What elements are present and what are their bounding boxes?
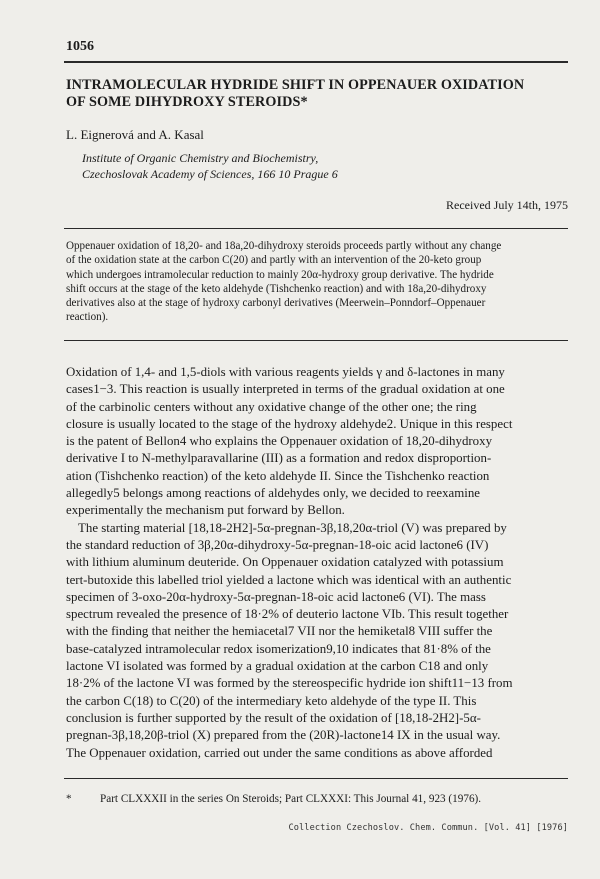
body-line: lactone VI isolated was formed by a gradual oxidation at the carbon C18 and only: [66, 659, 489, 674]
body-line: with the finding that neither the hemiacetal7 VII nor the hemiketal8 VIII suffer the: [66, 624, 493, 639]
title-line-2: OF SOME DIHYDROXY STEROIDS*: [66, 94, 308, 110]
footnote: [66, 793, 481, 805]
abstract-line: Oppenauer oxidation of 18,20- and 18a,20-dihydroxy steroids proceeds partly without any change: [66, 240, 502, 252]
body-line: the carbon C(18) to C(20) of the intermediary keto aldehyde of the type II. This: [66, 693, 477, 708]
body-line: ation (Tishchenko reaction) of the keto aldehyde II. Since the Tishchenko reaction: [66, 468, 490, 483]
authors: L. Eignerová and A. Kasal: [66, 127, 204, 142]
abstract-line: shift occurs at the stage of the keto aldehyde (Tishchenko reaction) and with 18a,20-dihydroxy: [66, 282, 487, 295]
body-line: The Oppenauer oxidation, carried out under the same conditions as above afforded: [66, 745, 493, 760]
affiliation-line-1: Institute of Organic Chemistry and Biochemistry,: [82, 151, 319, 165]
body-line: cases1−3. This reaction is usually interpreted in terms of the gradual oxidation at one: [66, 382, 505, 397]
body-line: derivative I to N-methylparavallarine (III) as a formation and redox disproportion-: [66, 451, 492, 466]
abstract: [66, 239, 566, 325]
body-line: allegedly5 belongs among reactions of aldehydes only, we decided to reexamine: [66, 486, 481, 501]
abstract-line: derivatives also at the stage of hydroxy carbonyl derivatives (Meerwein–Ponndorf–Oppenauer: [66, 297, 486, 310]
body-line: specimen of 3-oxo-20α-hydroxy-5α-pregnan-18-oic acid lactone6 (VI). The mass: [66, 589, 486, 604]
footnote-mark: *: [66, 793, 72, 805]
body-text: [66, 364, 568, 762]
page-number: 1056: [66, 39, 94, 54]
affiliation-line-2: Czechoslovak Academy of Sciences, 166 10 Prague 6: [82, 167, 338, 181]
body-line: Oxidation of 1,4- and 1,5-diols with various reagents yields γ and δ-lactones in many: [66, 365, 505, 379]
body-line: closure is usually located to the stage of the hydroxy aldehyde2. Unique in this respect: [66, 416, 513, 431]
paper-title: [66, 77, 566, 111]
body-line: tert-butoxide this labelled triol yielded a lactone which was identical with an authentic: [66, 572, 512, 587]
abstract-top-rule: [64, 228, 568, 229]
abstract-line: reaction).: [66, 311, 109, 324]
body-line: base-catalyzed intramolecular redox isomerization9,10 indicates that 81·8% of the: [66, 641, 491, 656]
body-line: is the patent of Bellon4 who explains the Oppenauer oxidation of 18,20-dihydroxy: [66, 434, 493, 449]
abstract-line: which undergoes intramolecular reduction to mainly 20α-hydroxy group derivative. The hydride: [66, 268, 494, 281]
body-line: experimentally the mechanism put forward by Bellon.: [66, 503, 345, 518]
body-line: of the carbinolic centers without any oxidative change of the other one; the ring: [66, 399, 477, 414]
body-line: spectrum revealed the presence of 18·2% of deuterio lactone VIb. This result together: [66, 607, 509, 622]
header-rule: [64, 61, 568, 63]
journal-reference: Collection Czechoslov. Chem. Commun. [Vol. 41] [1976]: [288, 823, 568, 833]
body-line: The starting material [18,18-2H2]-5α-pregnan-3β,18,20α-triol (V) was prepared by: [78, 520, 507, 535]
footnote-rule: [64, 778, 568, 779]
abstract-bottom-rule: [64, 340, 568, 341]
footnote-text: Part CLXXXII in the series On Steroids; Part CLXXXI: This Journal 41, 923 (1976).: [100, 793, 482, 805]
affiliation: [82, 150, 338, 182]
abstract-line: of the oxidation state at the carbon C(20) and partly with an intervention of the 20-keto group: [66, 254, 482, 267]
body-line: pregnan-3β,18,20β-triol (X) prepared from the (20R)-lactone14 IX in the usual way.: [66, 728, 501, 743]
received-date: Received July 14th, 1975: [446, 198, 568, 212]
body-line: 18·2% of the lactone VI was formed by the stereospecific hydride ion shift11−13 from: [66, 676, 513, 691]
body-line: the standard reduction of 3β,20α-dihydroxy-5α-pregnan-18-oic acid lactone6 (IV): [66, 537, 489, 552]
body-line: conclusion is further supported by the result of the oxidation of [18,18-2H2]-5α-: [66, 710, 481, 725]
title-line-1: INTRAMOLECULAR HYDRIDE SHIFT IN OPPENAUER OXIDATION: [66, 77, 525, 93]
body-line: with lithium aluminum deuteride. On Oppenauer oxidation catalyzed with potassium: [66, 555, 504, 570]
